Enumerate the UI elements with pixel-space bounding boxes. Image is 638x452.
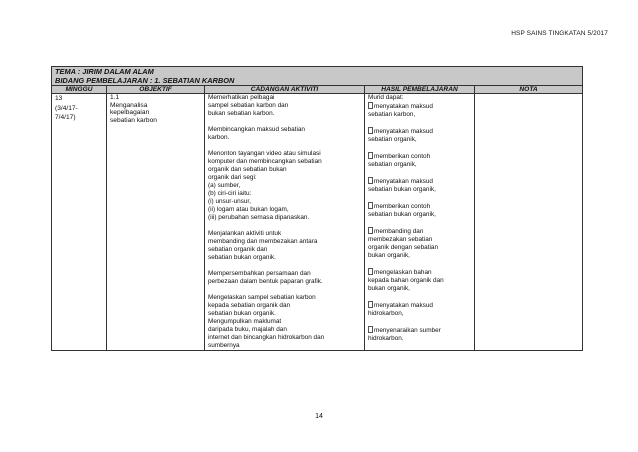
activity-line: organik dari segi:: [208, 174, 257, 181]
activity-line: sumbernya: [208, 342, 240, 349]
outcome-line: menyenaraikan sumber: [374, 327, 441, 334]
outcome-line: membanding dan: [374, 228, 424, 235]
outcome-line: menyatakan maksud: [374, 178, 433, 185]
bullet-box-icon: [368, 102, 373, 109]
column-header-cadangan: CADANGAN AKTIVITI: [205, 86, 365, 94]
week-cell: [52, 94, 107, 351]
outcome-line: mengelaskan bahan: [374, 269, 432, 276]
outcome-line: sebatian bukan organik,: [368, 211, 436, 218]
activity-line: sampel sebatian karbon dan: [208, 102, 289, 109]
outcome-item: [368, 301, 471, 318]
outcome-item: [368, 152, 471, 169]
outcome-line: sebatian organik,: [368, 136, 417, 143]
bullet-box-icon: [368, 202, 373, 209]
bullet-box-icon: [368, 127, 373, 134]
objective-cell: [107, 94, 205, 351]
table-row: [52, 94, 583, 351]
outcome-line: menyatakan maksud: [374, 128, 433, 135]
outcome-item: [368, 177, 471, 194]
outcome-line: sebatian bukan organik,: [368, 186, 436, 193]
outcome-line: sebatian organik,: [368, 161, 417, 168]
outcome-line: kepada bahan organik dan: [368, 277, 444, 284]
activity-line: organik dan sebatian bukan: [208, 166, 287, 173]
activity-line: bukan sebatian karbon.: [208, 110, 275, 117]
activity-line: Mengelaskan sampel sebatian karbon: [208, 294, 316, 301]
column-header-minggu: MINGGU: [52, 86, 107, 94]
week-number: 13: [55, 95, 63, 102]
activity-line: daripada buku, majalah dan: [208, 326, 287, 333]
outcome-line: memberikan contoh: [374, 203, 431, 210]
outcome-line: hidrokarbon,: [368, 310, 404, 317]
outcome-line: bukan organik,: [368, 285, 410, 292]
theme-cell: [52, 67, 583, 86]
document-header: HSP SAINS TINGKATAN 5/2017: [511, 30, 608, 37]
activity-line: Membincangkan maksud sebatian: [208, 126, 305, 133]
outcome-item: [368, 102, 471, 119]
outcome-item: [368, 202, 471, 219]
activity-block: [208, 230, 361, 262]
activity-line: membanding dan membezakan antara: [208, 238, 318, 245]
activity-line: sebatian organik dan: [208, 246, 268, 253]
outcome-item: [368, 268, 471, 293]
outcome-line: menyatakan maksud: [374, 103, 433, 110]
week-date-end: 7/4/17): [55, 114, 76, 121]
outcome-line: memberikan contoh: [374, 153, 431, 160]
activity-line: perbezaan dalam bentuk paparan grafik.: [208, 278, 323, 285]
activity-line: (ii) logam atau bukan logam,: [208, 206, 289, 213]
activity-line: internet dan bincangkan hidrokarbon dan: [208, 334, 325, 341]
objective-code: 1.1: [110, 94, 120, 101]
bullet-box-icon: [368, 227, 373, 234]
week-date-start: (3/4/17-: [55, 104, 78, 112]
outcome-line: hidrokarbon.: [368, 335, 404, 342]
outcome-line: membezakan sebatian: [368, 236, 433, 243]
column-header-hasil: HASIL PEMBELAJARAN: [365, 86, 475, 94]
bullet-box-icon: [368, 301, 373, 308]
activity-line: Menonton tayangan video atau simulasi: [208, 150, 321, 157]
activity-block: [208, 94, 361, 118]
activity-line: Menjalankan aktiviti untuk: [208, 230, 282, 237]
learning-area-title: BIDANG PEMBELAJARAN : 1. SEBATIAN KARBON: [55, 76, 235, 85]
column-header-nota: NOTA: [475, 86, 583, 94]
activity-line: Mengumpulkan maklumat: [208, 318, 282, 325]
activity-line: komputer dan membincangkan sebatian: [208, 158, 322, 165]
activity-block: [208, 150, 361, 222]
theme-title: TEMA : JIRIM DALAM ALAM: [55, 67, 154, 76]
outcome-line: sebatian karbon,: [368, 111, 416, 118]
activity-line: kepada sebatian organik dan: [208, 302, 291, 309]
outcome-item: [368, 326, 471, 343]
bullet-box-icon: [368, 268, 373, 275]
activity-block: [208, 126, 361, 142]
objective-line: sebatian karbon: [110, 116, 157, 124]
activity-line: sebatian bukan organik.: [208, 310, 276, 317]
theme-row: [52, 67, 583, 86]
outcome-item: [368, 227, 471, 260]
activity-line: (b) ciri-ciri iaitu:: [208, 190, 252, 197]
outcome-line: organik dengan sebatian: [368, 244, 438, 251]
activity-line: (iii) perubahan semasa dipanaskan.: [208, 214, 310, 221]
outcome-line: bukan organik,: [368, 252, 410, 259]
outcome-line: menyatakan maksud: [374, 302, 433, 309]
activity-block: [208, 270, 361, 286]
column-header-objektif: OBJEKTIF: [107, 86, 205, 94]
lesson-plan-table: [51, 66, 583, 351]
activities-cell: [205, 94, 365, 351]
activity-line: karbon.: [208, 134, 230, 141]
nota-cell: [475, 94, 583, 351]
activity-block: [208, 294, 361, 350]
activity-line: (i) unsur-unsur,: [208, 198, 251, 205]
outcome-item: [368, 127, 471, 144]
outcomes-intro: Murid dapat:: [368, 94, 404, 101]
bullet-box-icon: [368, 326, 373, 333]
objective-line: Menganalisa: [110, 101, 148, 109]
bullet-box-icon: [368, 177, 373, 184]
column-header-row: [52, 86, 583, 94]
activity-line: sebatian bukan organik.: [208, 254, 276, 261]
activity-line: Memerhatikan pelbagai: [208, 94, 275, 101]
activity-line: (a) sumber,: [208, 182, 241, 189]
objective-line: kepelbagaian: [110, 109, 150, 117]
page-number: 14: [315, 413, 323, 420]
outcomes-cell: [365, 94, 475, 351]
bullet-box-icon: [368, 152, 373, 159]
activity-line: Mempersembahkan persamaan dan: [208, 270, 311, 277]
